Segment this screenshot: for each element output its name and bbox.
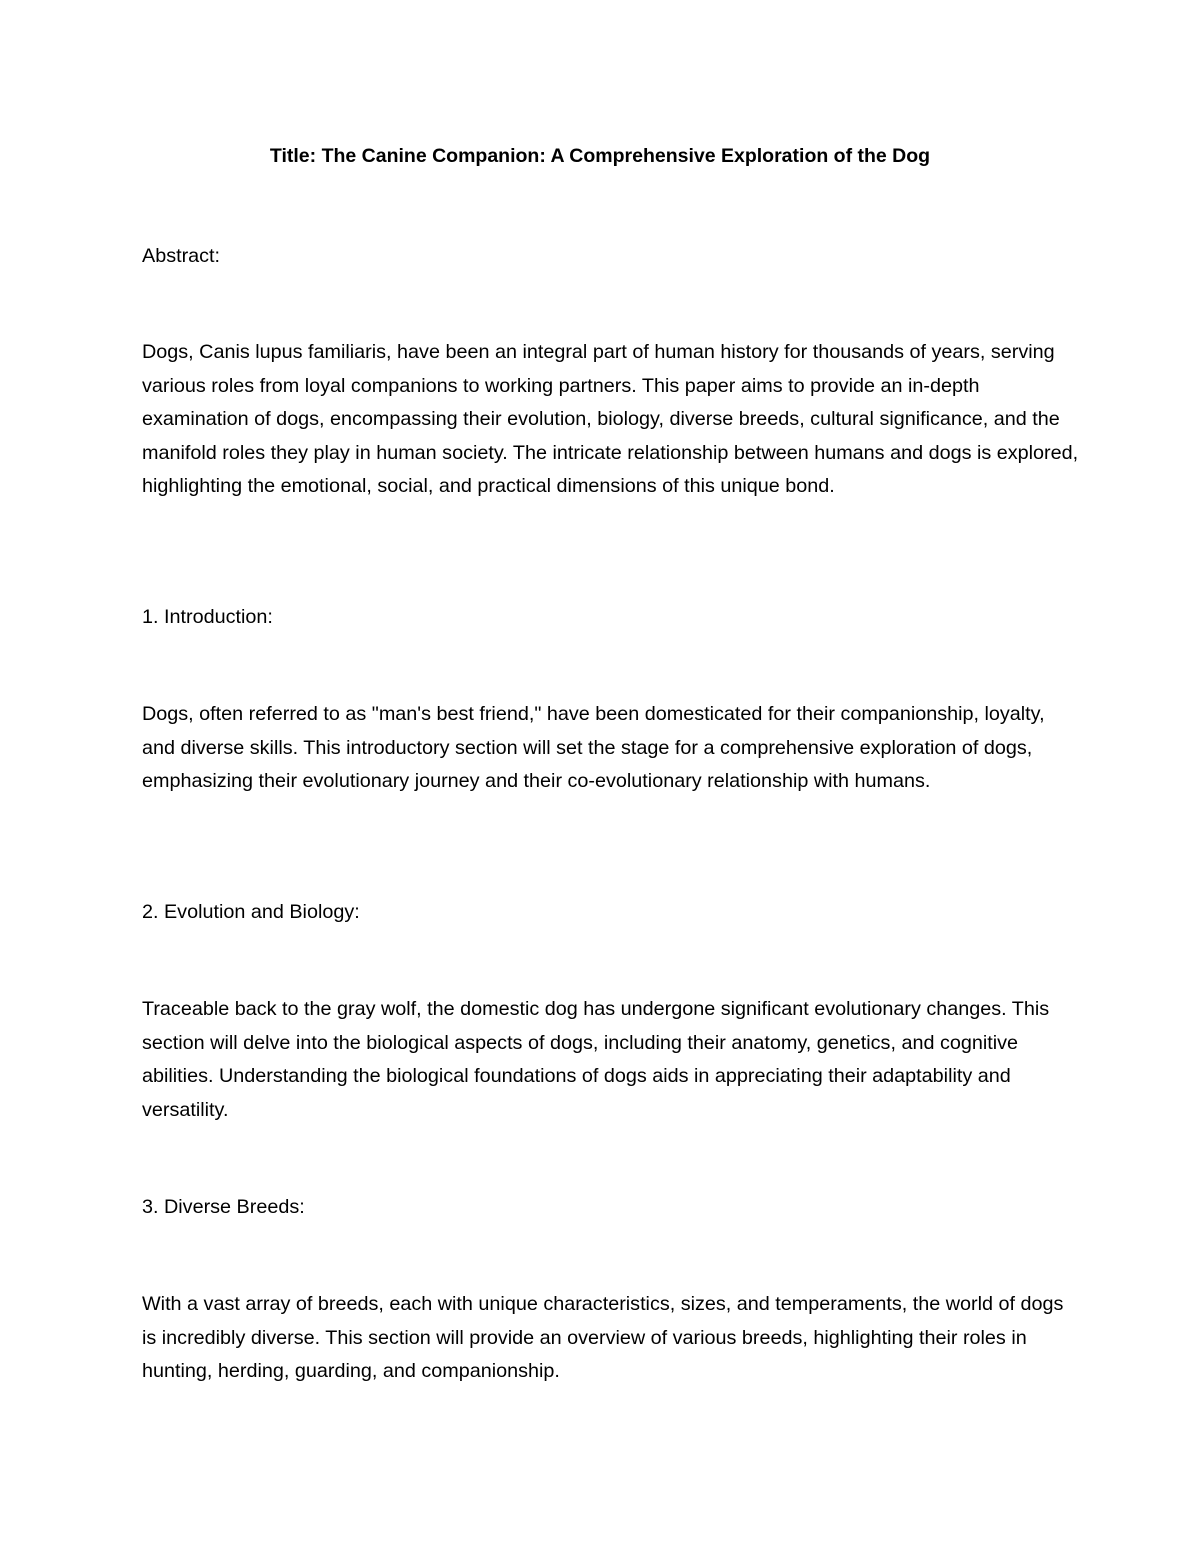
section-heading-introduction: 1. Introduction: [142,606,273,628]
section-heading-evolution-biology: 2. Evolution and Biology: [142,901,360,923]
section-body-diverse-breeds: With a vast array of breeds, each with unique characteristics, sizes, and temperaments, the world of dogs is incredibly diverse. This section will provide an overview of various breeds, highlighting their roles in hunting, herding, guarding, and companionship. [142,1293,1064,1382]
section-heading-diverse-breeds: 3. Diverse Breeds: [142,1196,305,1218]
section-body-introduction: Dogs, often referred to as "man's best friend," have been domesticated for their companionship, loyalty, and diverse skills. This introductory section will set the stage for a comprehensive exploration of dogs, emphasizing their evolutionary journey and their co-evolutionary relationship with humans. [142,703,1045,792]
section-body-evolution-biology: Traceable back to the gray wolf, the domestic dog has undergone significant evolutionary changes. This section will delve into the biological aspects of dogs, including their anatomy, genetics, and cognitive abilities. Understanding the biological foundations of dogs aids in appreciating their adaptability and versatility. [142,998,1050,1121]
abstract-body: Dogs, Canis lupus familiaris, have been an integral part of human history for thousands of years, serving various roles from loyal companions to working partners. This paper aims to provide an in-depth examination of dogs, encompassing their evolution, biology, diverse breeds, cultural significance, and the manifold roles they play in human society. The intricate relationship between humans and dogs is explored, highlighting the emotional, social, and practical dimensions of this unique bond. [142,341,1079,497]
abstract-heading: Abstract: [142,245,221,267]
document-title: Title: The Canine Companion: A Comprehensive Exploration of the Dog [269,145,931,167]
